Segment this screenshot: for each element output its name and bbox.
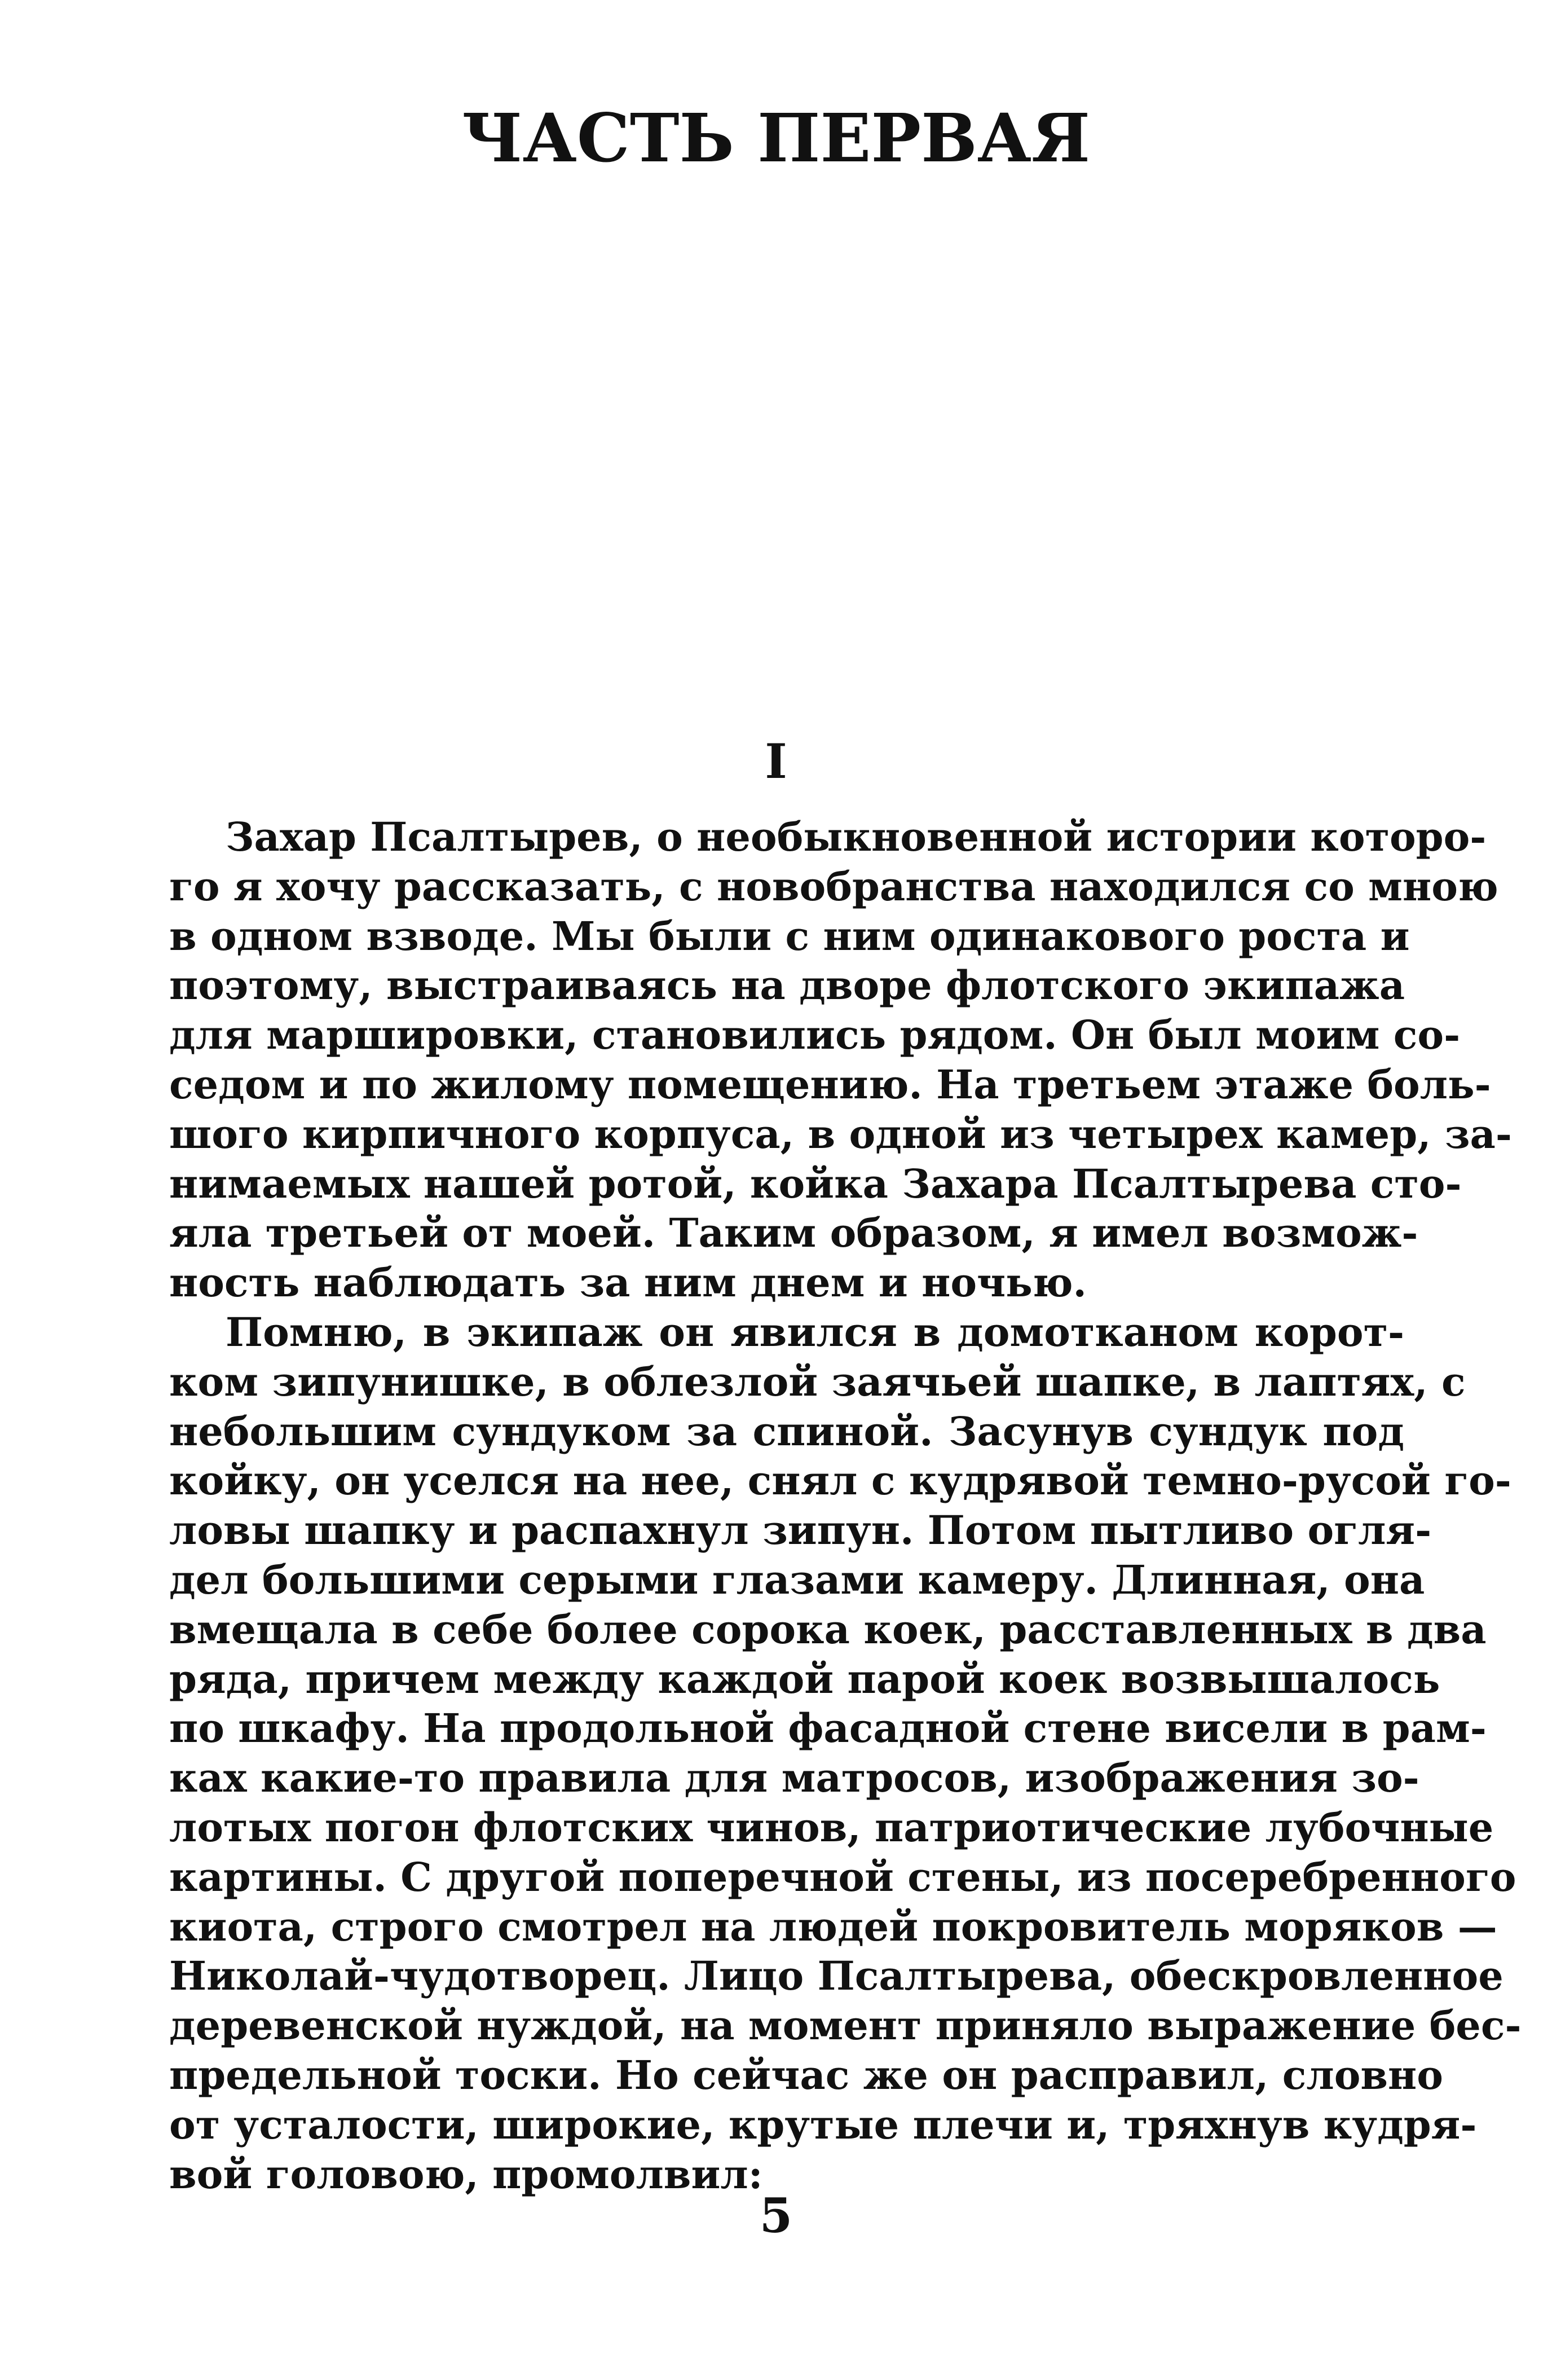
text-line: го я хочу рассказать, с новобранства находился со мною [169, 863, 1498, 910]
text-line: Помню, в экипаж он явился в домотканом корот- [226, 1308, 1404, 1356]
text-line: ность наблюдать за ним днем и ночью. [169, 1259, 1087, 1306]
text-line: в одном взводе. Мы были с ним одинакового роста и [169, 912, 1410, 960]
text-line: койку, он уселся на нее, снял с кудрявой темно-русой го- [169, 1457, 1511, 1504]
paragraph-1 [169, 812, 1512, 1308]
part-title: ЧАСТЬ ПЕРВАЯ [461, 99, 1091, 177]
text-line: нимаемых нашей ротой, койка Захара Псалтырева сто- [169, 1160, 1462, 1207]
text-line: вмещала в себе более сорока коек, расставленных в два [169, 1605, 1487, 1653]
text-line: по шкафу. На продольной фасадной стене висели в рам- [169, 1705, 1487, 1752]
paragraph-2 [169, 1308, 1522, 2199]
text-line: яла третьей от моей. Таким образом, я имел возмож- [169, 1209, 1418, 1257]
text-line: вой головою, промолвил: [169, 2150, 763, 2198]
text-line: деревенской нуждой, на момент приняло выражение бес- [169, 2002, 1522, 2049]
text-line: для маршировки, становились рядом. Он был моим со- [169, 1011, 1461, 1059]
text-line: ряда, причем между каждой парой коек возвышалось [169, 1655, 1440, 1702]
text-line: Николай-чудотворец. Лицо Псалтырева, обескровленное [169, 1952, 1504, 2000]
body-text [169, 812, 1522, 2199]
text-line: седом и по жилому помещению. На третьем этаже боль- [169, 1061, 1491, 1108]
text-line: ком зипунишке, в облезлой заячьей шапке, в лаптях, с [169, 1358, 1466, 1405]
text-line: от усталости, широкие, крутые плечи и, тряхнув кудря- [169, 2101, 1477, 2148]
text-line: Захар Псалтырев, о необыкновенной истории которо- [226, 813, 1487, 860]
text-line: поэтому, выстраиваясь на дворе флотского экипажа [169, 962, 1405, 1009]
text-line: ловы шапку и распахнул зипун. Потом пытливо огля- [169, 1507, 1432, 1554]
text-line: ках какие-то правила для матросов, изображения зо- [169, 1754, 1419, 1802]
text-line: дел большими серыми глазами камеру. Длинная, она [169, 1556, 1425, 1603]
page-number: 5 [759, 2188, 793, 2243]
text-line: картины. С другой поперечной стены, из посеребренного [169, 1853, 1516, 1901]
chapter-number: I [765, 733, 787, 789]
text-line: небольшим сундуком за спиной. Засунув сундук под [169, 1407, 1404, 1455]
text-line: предельной тоски. Но сейчас же он расправил, словно [169, 2051, 1443, 2099]
text-line: шого кирпичного корпуса, в одной из четырех камер, за- [169, 1110, 1512, 1158]
text-line: лотых погон флотских чинов, патриотические лубочные [169, 1803, 1494, 1851]
text-line: киота, строго смотрел на людей покровитель моряков — [169, 1903, 1497, 1950]
